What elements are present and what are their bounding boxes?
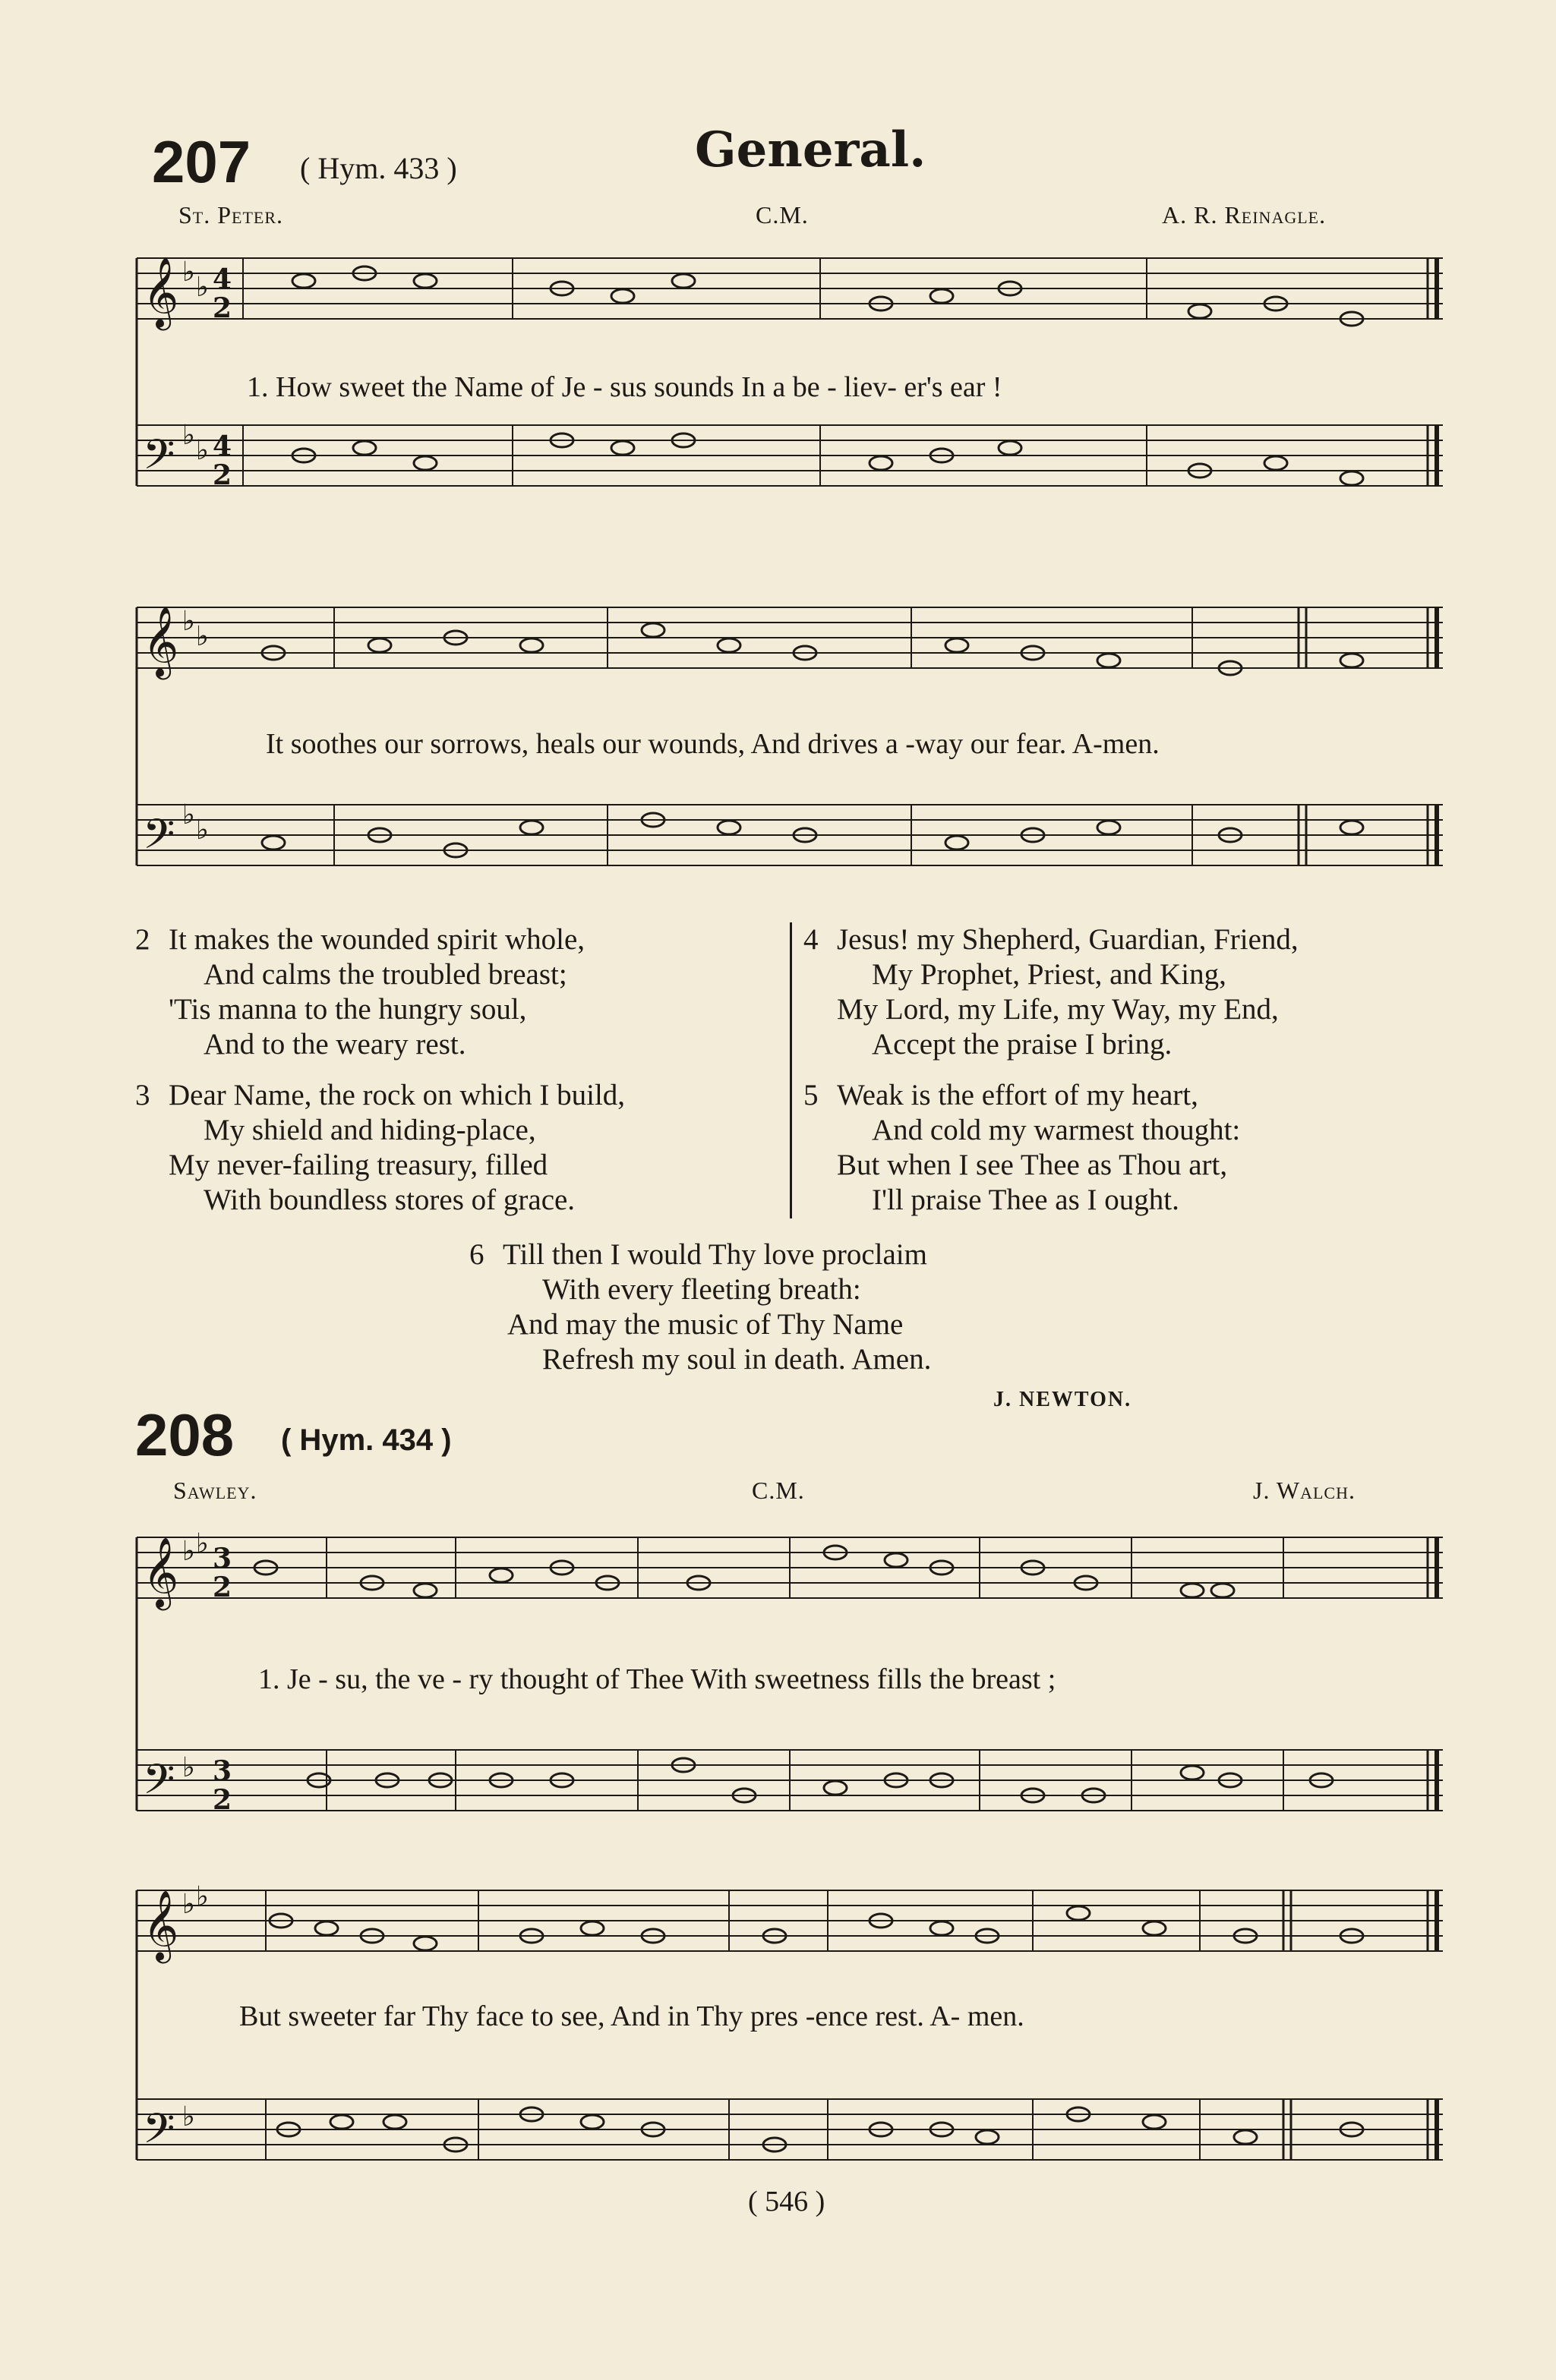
svg-text:2: 2 bbox=[213, 459, 232, 491]
column-divider bbox=[790, 922, 792, 1218]
verse-line: Accept the praise I bring. bbox=[872, 1028, 1173, 1061]
verse-207-4 bbox=[803, 922, 1449, 1062]
verse-line: My shield and hiding-place, bbox=[204, 1114, 536, 1146]
svg-text:𝄞: 𝄞 bbox=[143, 1537, 179, 1607]
composer-207: A. R. Reinagle. bbox=[1162, 201, 1327, 229]
page-number: ( 546 ) bbox=[748, 2186, 825, 2218]
composer-208: J. Walch. bbox=[1253, 1477, 1356, 1504]
svg-text:𝄞: 𝄞 bbox=[143, 257, 179, 327]
svg-text:♭: ♭ bbox=[196, 815, 209, 846]
hymn-author-207: J. NEWTON. bbox=[993, 1388, 1132, 1411]
svg-text:4: 4 bbox=[213, 263, 232, 295]
verse-line: My never-failing treasury, filled bbox=[169, 1149, 548, 1181]
svg-text:♭: ♭ bbox=[196, 435, 209, 466]
verse-line: With every fleeting breath: bbox=[542, 1273, 861, 1306]
svg-text:2: 2 bbox=[213, 292, 232, 324]
verse-number: 2 bbox=[135, 923, 150, 956]
lyric-line-207-2: It soothes our sorrows, heals our wounds, And drives a -way our fear. A-men. bbox=[266, 728, 1160, 760]
tune-name-207: St. Peter. bbox=[178, 201, 284, 229]
svg-text:♭: ♭ bbox=[196, 1528, 209, 1559]
svg-text:♭: ♭ bbox=[182, 1752, 195, 1783]
svg-text:𝄢: 𝄢 bbox=[143, 430, 175, 489]
lyric-line-208-2: But sweeter far Thy face to see, And in Thy pres -ence rest. A- men. bbox=[239, 2000, 1024, 2032]
svg-text:♭: ♭ bbox=[182, 2101, 195, 2133]
svg-text:♭: ♭ bbox=[182, 1889, 195, 1920]
svg-text:𝄞: 𝄞 bbox=[143, 606, 179, 676]
verse-line: With boundless stores of grace. bbox=[204, 1184, 576, 1216]
svg-text:♭: ♭ bbox=[196, 1881, 209, 1912]
verse-207-6 bbox=[469, 1237, 1153, 1377]
verse-line: And cold my warmest thought: bbox=[872, 1114, 1241, 1146]
verse-line: Refresh my soul in death. Amen. bbox=[542, 1343, 932, 1376]
verse-line: Jesus! my Shepherd, Guardian, Friend, bbox=[837, 923, 1299, 956]
svg-text:♭: ♭ bbox=[196, 621, 209, 652]
svg-text:𝄢: 𝄢 bbox=[143, 1755, 175, 1814]
hymn-number-208: 208 bbox=[135, 1401, 235, 1468]
hymnal-reference-208: ( Hym. 434 ) bbox=[281, 1423, 452, 1457]
verse-number: 3 bbox=[135, 1079, 150, 1111]
verse-number: 4 bbox=[803, 923, 819, 956]
verse-line: My Lord, my Life, my Way, my End, bbox=[837, 993, 1279, 1026]
svg-text:♭: ♭ bbox=[182, 799, 195, 831]
verse-line: And may the music of Thy Name bbox=[507, 1308, 904, 1341]
svg-text:𝄢: 𝄢 bbox=[143, 2104, 175, 2163]
tune-name-208: Sawley. bbox=[173, 1477, 257, 1504]
svg-text:2: 2 bbox=[213, 1784, 232, 1816]
verse-207-5 bbox=[803, 1078, 1449, 1218]
svg-text:♭: ♭ bbox=[182, 606, 195, 637]
hymnal-reference-207: ( Hym. 433 ) bbox=[300, 151, 457, 185]
svg-text:3: 3 bbox=[213, 1543, 232, 1575]
svg-text:2: 2 bbox=[213, 1571, 232, 1603]
svg-text:𝄞: 𝄞 bbox=[143, 1890, 179, 1960]
section-title: General. bbox=[695, 121, 926, 178]
svg-text:3: 3 bbox=[213, 1755, 232, 1787]
verse-207-3 bbox=[135, 1078, 781, 1218]
svg-text:♭: ♭ bbox=[182, 257, 195, 288]
verse-line: And to the weary rest. bbox=[204, 1028, 466, 1061]
hymn-number-207: 207 bbox=[152, 128, 251, 195]
verse-207-2 bbox=[135, 922, 781, 1062]
svg-text:♭: ♭ bbox=[196, 272, 209, 303]
verse-line: Till then I would Thy love proclaim bbox=[503, 1238, 927, 1271]
meter-207: C.M. bbox=[756, 201, 809, 229]
meter-208: C.M. bbox=[752, 1477, 805, 1504]
verse-line: I'll praise Thee as I ought. bbox=[872, 1184, 1179, 1216]
verse-line: My Prophet, Priest, and King, bbox=[872, 958, 1226, 991]
verse-number: 6 bbox=[469, 1238, 484, 1271]
verse-line: But when I see Thee as Thou art, bbox=[837, 1149, 1228, 1181]
lyric-line-207-1: 1. How sweet the Name of Je - sus sounds In a be - liev- er's ear ! bbox=[247, 371, 1002, 403]
svg-text:4: 4 bbox=[213, 430, 232, 462]
verse-line: Dear Name, the rock on which I build, bbox=[169, 1079, 626, 1111]
svg-text:♭: ♭ bbox=[182, 420, 195, 451]
svg-text:𝄢: 𝄢 bbox=[143, 810, 175, 868]
svg-text:♭: ♭ bbox=[182, 1536, 195, 1567]
verse-line: It makes the wounded spirit whole, bbox=[169, 923, 585, 956]
verse-line: 'Tis manna to the hungry soul, bbox=[169, 993, 527, 1026]
verse-line: And calms the troubled breast; bbox=[204, 958, 567, 991]
verse-line: Weak is the effort of my heart, bbox=[837, 1079, 1198, 1111]
verse-number: 5 bbox=[803, 1079, 819, 1111]
lyric-line-208-1: 1. Je - su, the ve - ry thought of Thee With sweetness fills the breast ; bbox=[258, 1663, 1056, 1695]
